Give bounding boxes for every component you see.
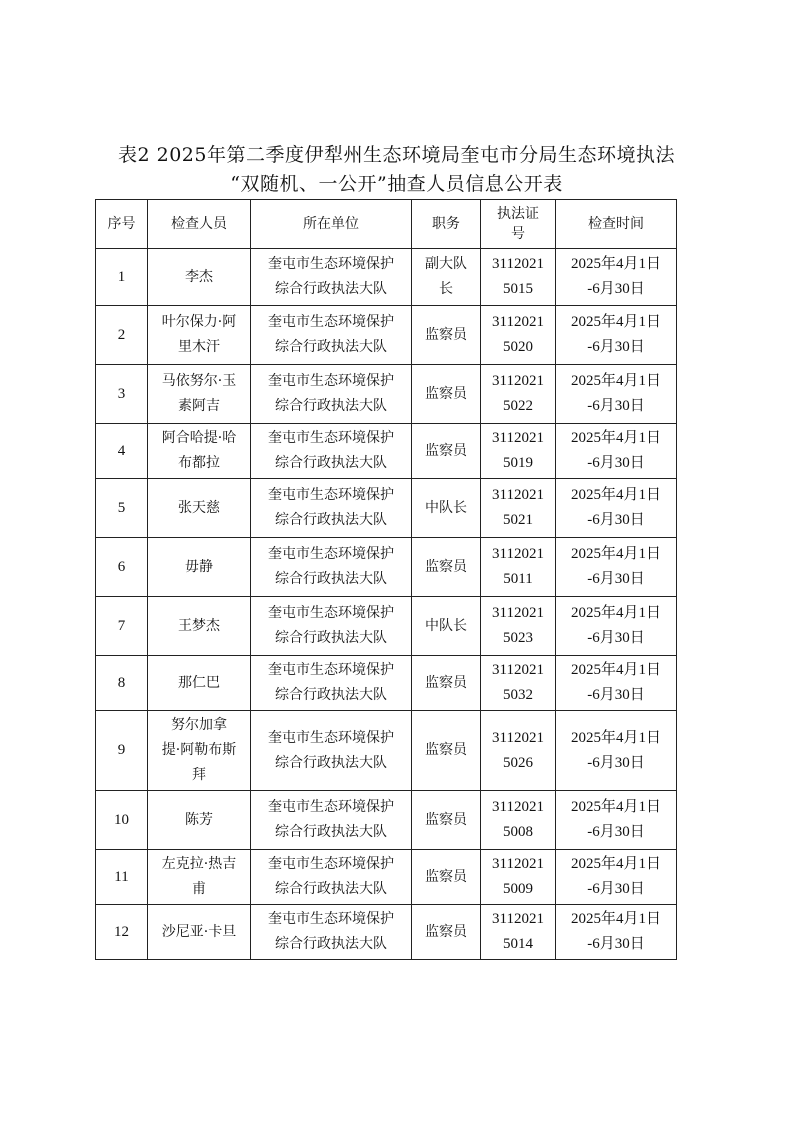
cell-unit-line: 奎屯市生态环境保护 xyxy=(268,430,394,446)
cell-name xyxy=(148,711,251,791)
cell-name-line: 甫 xyxy=(192,881,206,897)
cell-cert-line: 3112021 xyxy=(492,662,544,678)
cell-time-line: -6月30日 xyxy=(587,455,645,471)
cell-cert xyxy=(481,850,556,905)
cell-unit xyxy=(251,424,412,479)
cell-name xyxy=(148,479,251,538)
cell-position xyxy=(412,850,481,905)
cell-position-line: 监察员 xyxy=(425,385,467,402)
cell-unit xyxy=(251,479,412,538)
cell-time xyxy=(556,791,677,850)
cell-cert-line: 3112021 xyxy=(492,487,544,503)
cell-name xyxy=(148,424,251,479)
cell-unit xyxy=(251,538,412,597)
cell-name-line: 左克拉·热吉 xyxy=(161,856,237,872)
cell-unit-line: 综合行政执法大队 xyxy=(275,687,387,703)
cell-name xyxy=(148,656,251,711)
cell-unit xyxy=(251,850,412,905)
table-row xyxy=(96,597,677,656)
cell-cert-line: 3112021 xyxy=(492,856,544,872)
cell-time xyxy=(556,424,677,479)
cell-unit-line: 综合行政执法大队 xyxy=(275,281,387,297)
cell-cert-line: 5009 xyxy=(503,881,533,897)
cell-unit xyxy=(251,656,412,711)
cell-cert-line: 5015 xyxy=(503,281,533,297)
cell-position xyxy=(412,597,481,656)
cell-cert-line: 3112021 xyxy=(492,430,544,446)
cell-unit-line: 综合行政执法大队 xyxy=(275,512,387,528)
header-position-text: 职务 xyxy=(432,216,460,232)
cell-time xyxy=(556,711,677,791)
cell-no: 7 xyxy=(96,597,148,656)
table-row xyxy=(96,479,677,538)
cell-time xyxy=(556,479,677,538)
header-no: 序号 xyxy=(96,200,148,249)
cell-name xyxy=(148,249,251,306)
cell-cert xyxy=(481,424,556,479)
cell-cert-line: 3112021 xyxy=(492,256,544,272)
cell-time-line: 2025年4月1日 xyxy=(570,729,661,746)
header-time: 检查时间 xyxy=(556,200,677,249)
cell-position-line: 监察员 xyxy=(425,868,467,885)
cell-no: 5 xyxy=(96,479,148,538)
cell-name-line: 努尔加拿 xyxy=(171,717,227,733)
cell-time-line: -6月30日 xyxy=(587,571,645,587)
cell-no: 10 xyxy=(96,791,148,850)
cell-time-line: -6月30日 xyxy=(587,398,645,414)
cell-unit-line: 奎屯市生态环境保护 xyxy=(268,373,394,389)
cell-no: 8 xyxy=(96,656,148,711)
cell-time-line: 2025年4月1日 xyxy=(570,373,661,389)
cell-time-line: -6月30日 xyxy=(587,687,645,703)
cell-name xyxy=(148,597,251,656)
cell-cert-line: 3112021 xyxy=(492,911,544,927)
cell-cert-line: 5021 xyxy=(503,512,533,528)
table-header-row xyxy=(96,200,677,249)
cell-cert xyxy=(481,306,556,365)
cell-time-line: 2025年4月1日 xyxy=(570,911,661,927)
cell-name xyxy=(148,850,251,905)
cell-unit-line: 综合行政执法大队 xyxy=(275,881,387,897)
cell-unit-line: 综合行政执法大队 xyxy=(275,936,387,952)
cell-time xyxy=(556,656,677,711)
cell-cert-line: 5008 xyxy=(503,824,533,840)
document-title xyxy=(0,141,793,199)
cell-unit-line: 奎屯市生态环境保护 xyxy=(268,911,394,927)
cell-name-line: 李杰 xyxy=(185,268,213,285)
cell-cert xyxy=(481,479,556,538)
cell-unit xyxy=(251,791,412,850)
cell-position xyxy=(412,479,481,538)
cell-name-line: 毋静 xyxy=(185,558,213,575)
cell-time-line: -6月30日 xyxy=(587,630,645,646)
cell-cert-line: 3112021 xyxy=(492,314,544,330)
cell-name-line: 马依努尔·玉 xyxy=(161,373,237,389)
cell-position xyxy=(412,306,481,365)
table-row xyxy=(96,711,677,791)
cell-cert xyxy=(481,711,556,791)
table-row xyxy=(96,249,677,306)
cell-unit-line: 奎屯市生态环境保护 xyxy=(268,256,394,272)
cell-time-line: 2025年4月1日 xyxy=(570,256,661,272)
cell-no: 11 xyxy=(96,850,148,905)
title-line-1: 表2 2025年第二季度伊犁州生态环境局奎屯市分局生态环境执法 xyxy=(118,144,675,166)
cell-time xyxy=(556,538,677,597)
cell-unit-line: 综合行政执法大队 xyxy=(275,455,387,471)
cell-name-line: 素阿吉 xyxy=(178,398,220,414)
cell-name-line: 拜 xyxy=(192,767,206,783)
cell-cert xyxy=(481,656,556,711)
cell-name xyxy=(148,538,251,597)
cell-no: 9 xyxy=(96,711,148,791)
cell-cert-line: 5020 xyxy=(503,339,533,355)
cell-unit-line: 奎屯市生态环境保护 xyxy=(268,729,394,746)
cell-time-line: 2025年4月1日 xyxy=(570,546,661,562)
cell-unit-line: 奎屯市生态环境保护 xyxy=(268,314,394,330)
table-row xyxy=(96,905,677,960)
cell-position xyxy=(412,249,481,306)
title-line-2: “双随机、一公开”抽查人员信息公开表 xyxy=(230,173,563,195)
cell-no: 4 xyxy=(96,424,148,479)
cell-unit-line: 综合行政执法大队 xyxy=(275,398,387,414)
cell-time-line: 2025年4月1日 xyxy=(570,314,661,330)
cell-unit xyxy=(251,905,412,960)
cell-position-line: 中队长 xyxy=(425,499,467,516)
cell-time-line: 2025年4月1日 xyxy=(570,662,661,678)
header-name: 检查人员 xyxy=(148,200,251,249)
cell-name xyxy=(148,791,251,850)
cell-time-line: -6月30日 xyxy=(587,824,645,840)
cell-position-line: 监察员 xyxy=(425,442,467,459)
cell-position-line: 监察员 xyxy=(425,811,467,828)
cell-unit xyxy=(251,365,412,424)
cell-unit-line: 奎屯市生态环境保护 xyxy=(268,662,394,678)
cell-name-line: 沙尼亚·卡旦 xyxy=(161,923,237,940)
cell-no: 3 xyxy=(96,365,148,424)
cell-cert xyxy=(481,905,556,960)
header-cert xyxy=(481,200,556,249)
header-unit: 所在单位 xyxy=(251,200,412,249)
cell-name-line: 张天慈 xyxy=(178,499,220,516)
header-cert-line-1: 执法证 xyxy=(497,206,539,222)
cell-unit-line: 综合行政执法大队 xyxy=(275,630,387,646)
cell-time-line: -6月30日 xyxy=(587,281,645,297)
cell-position-line: 长 xyxy=(439,281,453,297)
cell-unit-line: 奎屯市生态环境保护 xyxy=(268,856,394,872)
cell-time-line: 2025年4月1日 xyxy=(570,487,661,503)
table-row xyxy=(96,538,677,597)
table-row xyxy=(96,656,677,711)
cell-no: 2 xyxy=(96,306,148,365)
table-row xyxy=(96,306,677,365)
cell-time-line: -6月30日 xyxy=(587,512,645,528)
cell-unit-line: 奎屯市生态环境保护 xyxy=(268,487,394,503)
header-position xyxy=(412,200,481,249)
cell-name-line: 那仁巴 xyxy=(178,674,220,691)
cell-unit-line: 综合行政执法大队 xyxy=(275,339,387,355)
cell-cert-line: 5014 xyxy=(503,936,533,952)
cell-cert-line: 5019 xyxy=(503,455,533,471)
cell-cert-line: 5032 xyxy=(503,687,533,703)
cell-cert-line: 3112021 xyxy=(492,546,544,562)
cell-cert-line: 3112021 xyxy=(492,799,544,815)
cell-position-line: 中队长 xyxy=(425,617,467,634)
cell-position-line: 监察员 xyxy=(425,923,467,940)
cell-cert xyxy=(481,249,556,306)
cell-unit xyxy=(251,249,412,306)
cell-name-line: 阿合哈提·哈 xyxy=(161,430,237,446)
cell-unit xyxy=(251,597,412,656)
cell-cert-line: 3112021 xyxy=(492,729,544,746)
cell-cert-line: 3112021 xyxy=(492,605,544,621)
cell-time xyxy=(556,249,677,306)
cell-position xyxy=(412,365,481,424)
cell-time-line: -6月30日 xyxy=(587,339,645,355)
cell-position-line: 监察员 xyxy=(425,326,467,343)
table-row xyxy=(96,850,677,905)
cell-name xyxy=(148,365,251,424)
cell-no: 1 xyxy=(96,249,148,306)
cell-cert-line: 5023 xyxy=(503,630,533,646)
cell-name xyxy=(148,306,251,365)
header-cert-line-2: 号 xyxy=(511,226,525,242)
cell-name xyxy=(148,905,251,960)
cell-name-line: 叶尔保力·阿 xyxy=(161,314,237,330)
cell-cert-line: 3112021 xyxy=(492,373,544,389)
cell-name-line: 王梦杰 xyxy=(178,617,220,634)
cell-cert xyxy=(481,538,556,597)
table-row xyxy=(96,365,677,424)
cell-position xyxy=(412,538,481,597)
cell-unit-line: 综合行政执法大队 xyxy=(275,571,387,587)
cell-time xyxy=(556,905,677,960)
cell-position-line: 监察员 xyxy=(425,558,467,575)
cell-cert-line: 5026 xyxy=(503,754,533,771)
cell-time-line: -6月30日 xyxy=(587,936,645,952)
cell-cert xyxy=(481,597,556,656)
cell-time xyxy=(556,597,677,656)
cell-position xyxy=(412,424,481,479)
cell-cert-line: 5011 xyxy=(503,571,533,587)
cell-time xyxy=(556,850,677,905)
cell-time-line: -6月30日 xyxy=(587,881,645,897)
cell-unit-line: 综合行政执法大队 xyxy=(275,824,387,840)
cell-time-line: 2025年4月1日 xyxy=(570,856,661,872)
inspector-table xyxy=(95,199,677,960)
cell-time-line: 2025年4月1日 xyxy=(570,430,661,446)
cell-position xyxy=(412,791,481,850)
cell-unit-line: 综合行政执法大队 xyxy=(275,754,387,771)
cell-time xyxy=(556,365,677,424)
cell-position-line: 监察员 xyxy=(425,674,467,691)
cell-unit xyxy=(251,711,412,791)
cell-unit-line: 奎屯市生态环境保护 xyxy=(268,799,394,815)
cell-position-line: 监察员 xyxy=(425,742,467,758)
cell-unit-line: 奎屯市生态环境保护 xyxy=(268,546,394,562)
cell-cert xyxy=(481,791,556,850)
cell-time-line: -6月30日 xyxy=(587,754,645,771)
cell-time-line: 2025年4月1日 xyxy=(570,799,661,815)
cell-no: 12 xyxy=(96,905,148,960)
table-row xyxy=(96,791,677,850)
cell-cert-line: 5022 xyxy=(503,398,533,414)
cell-time xyxy=(556,306,677,365)
cell-no: 6 xyxy=(96,538,148,597)
cell-unit xyxy=(251,306,412,365)
cell-position xyxy=(412,656,481,711)
cell-position xyxy=(412,711,481,791)
cell-cert xyxy=(481,365,556,424)
cell-position-line: 副大队 xyxy=(425,256,467,272)
table-row xyxy=(96,424,677,479)
cell-unit-line: 奎屯市生态环境保护 xyxy=(268,605,394,621)
cell-position xyxy=(412,905,481,960)
cell-name-line: 布都拉 xyxy=(178,455,220,471)
cell-time-line: 2025年4月1日 xyxy=(570,605,661,621)
cell-name-line: 陈芳 xyxy=(185,811,213,828)
table-body xyxy=(96,249,677,960)
cell-name-line: 提·阿勒布斯 xyxy=(161,742,237,758)
cell-name-line: 里木汗 xyxy=(178,339,220,355)
